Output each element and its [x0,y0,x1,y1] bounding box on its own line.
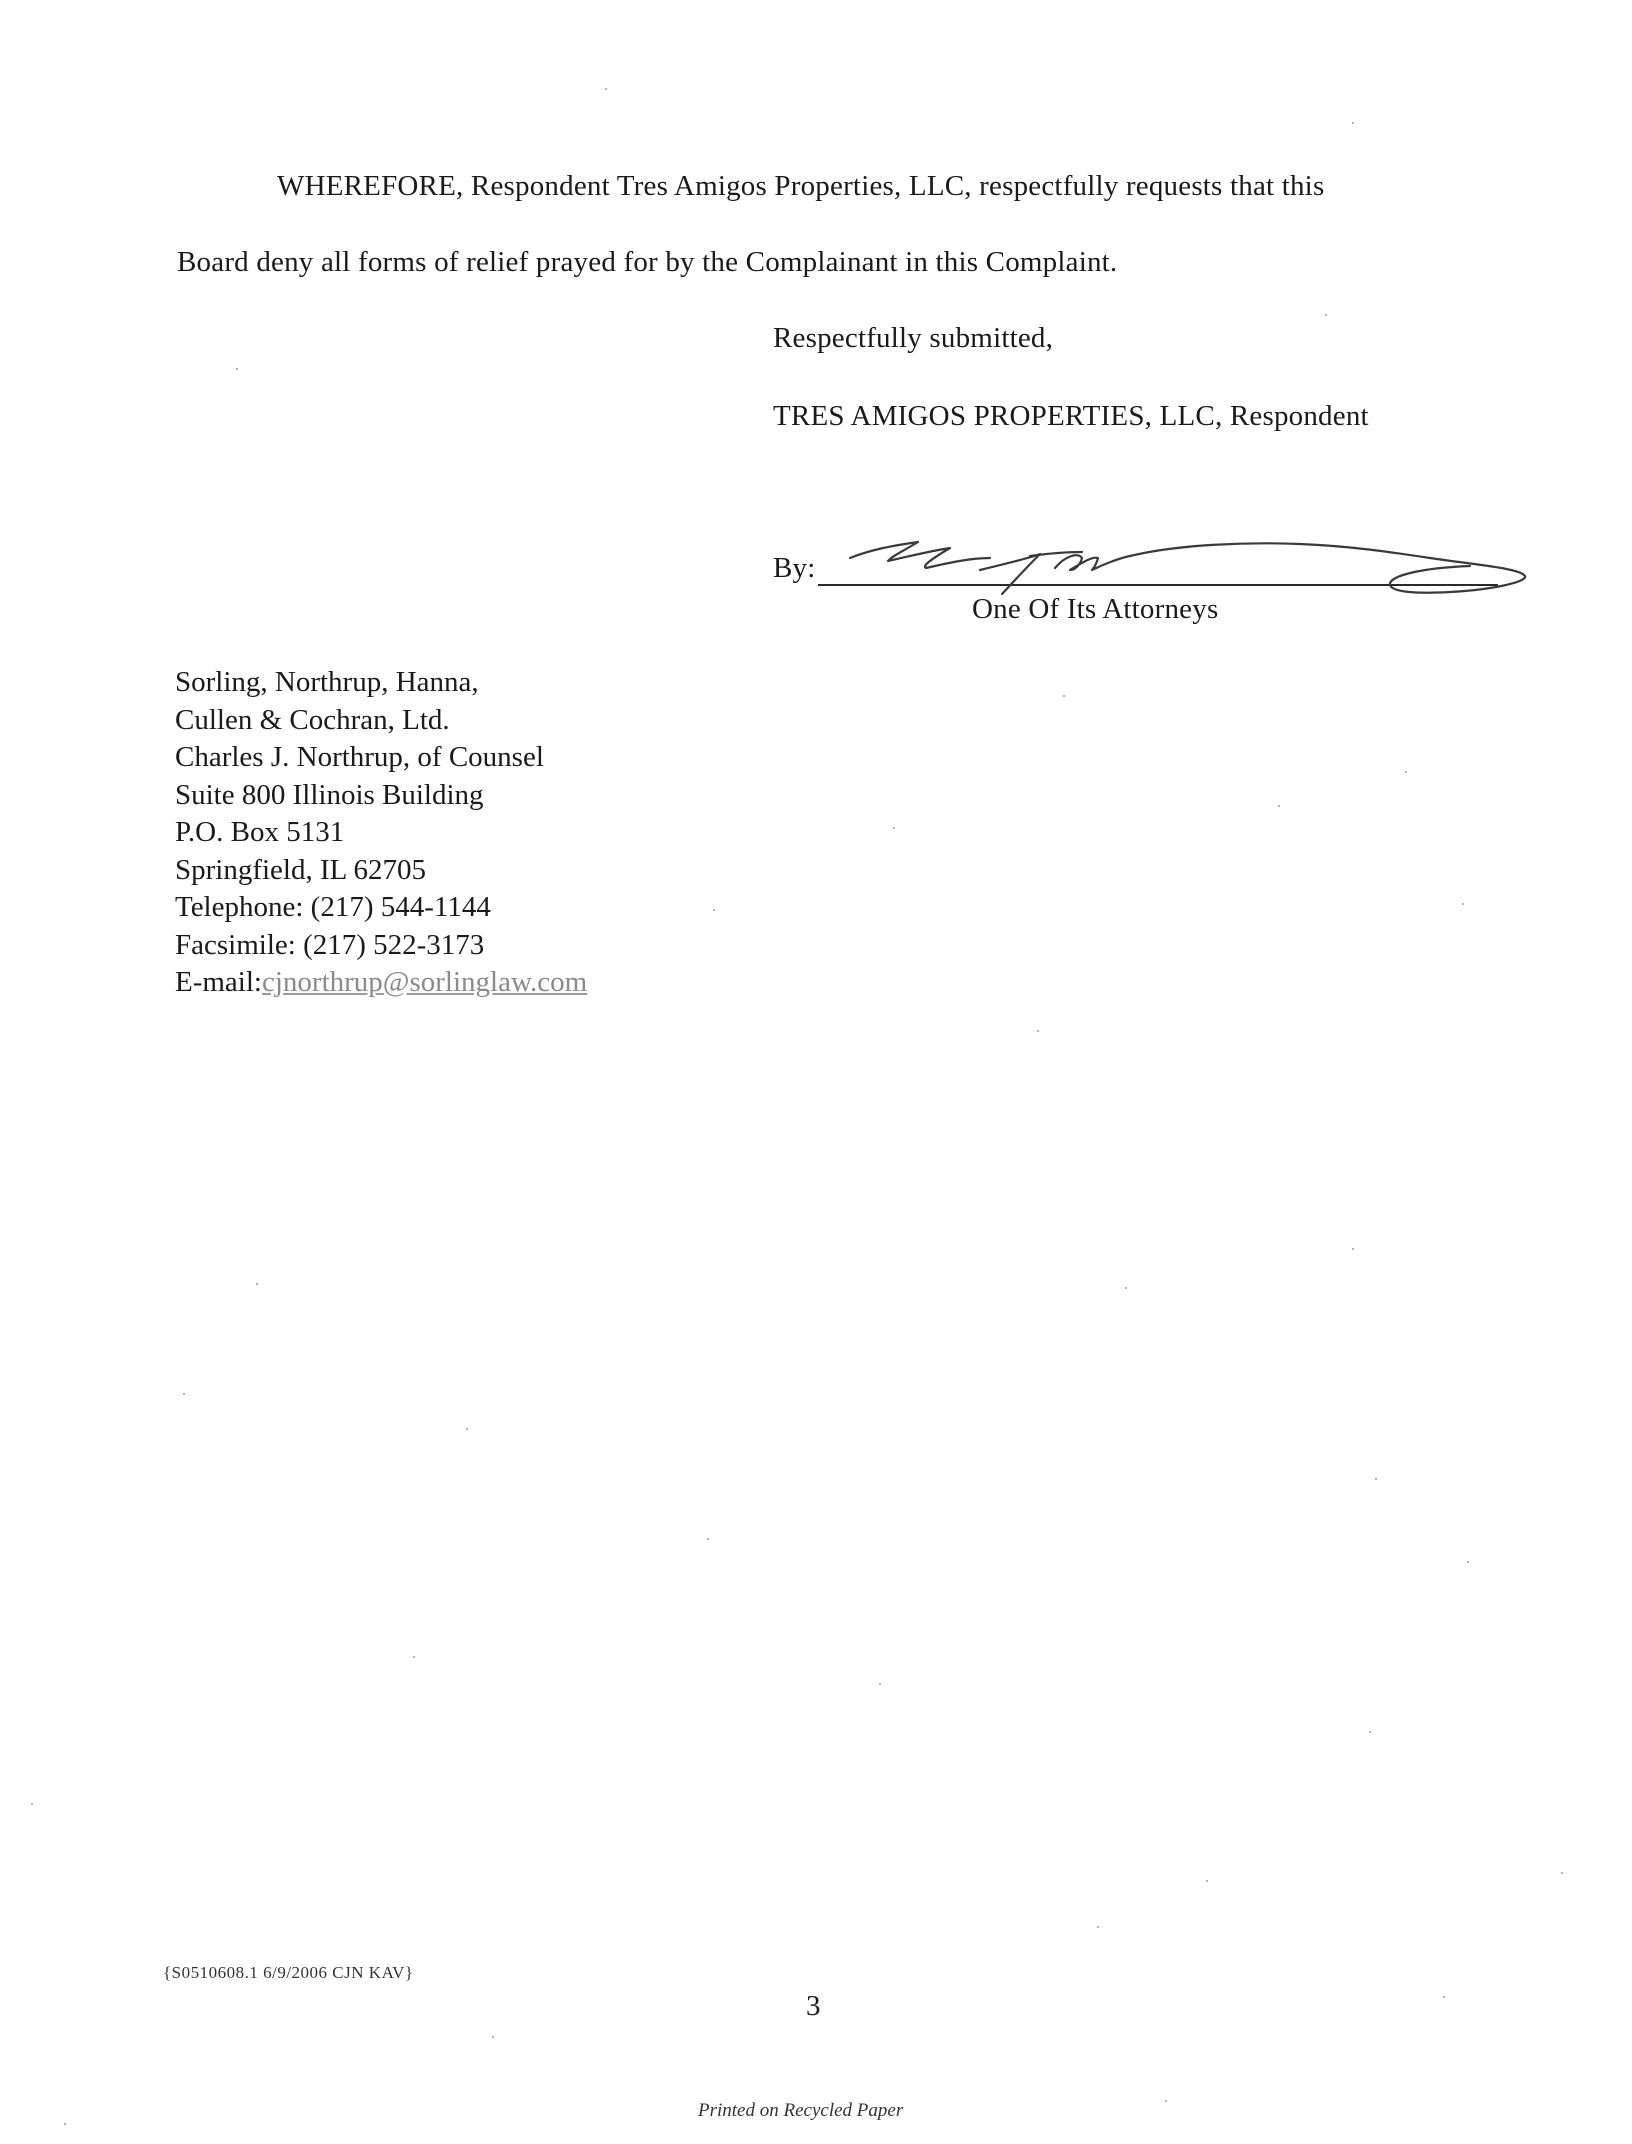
email-line [175,964,587,1002]
page-number: 3 [806,1990,821,2022]
address-line-counsel: Charles J. Northrup, of Counsel [175,741,544,773]
respondent-party-name: TRES AMIGOS PROPERTIES, LLC, Respondent [773,400,1369,432]
email-link[interactable]: cjnorthrup@sorlinglaw.com [261,966,588,998]
attorney-address-block [175,664,587,1002]
address-line-city: Springfield, IL 62705 [175,853,427,886]
wherefore-paragraph-line-1: WHEREFORE, Respondent Tres Amigos Properties, LLC, respectfully requests that this [277,170,1325,202]
address-line-firm-1: Sorling, Northrup, Hanna, [175,666,479,698]
signature-by-label: By: [773,552,816,584]
address-line-suite: Suite 800 Illinois Building [175,778,484,811]
wherefore-paragraph-line-2: Board deny all forms of relief prayed for by the Complainant in this Complaint. [177,246,1118,278]
closing-salutation: Respectfully submitted, [773,322,1054,354]
facsimile-line: Facsimile: (217) 522-3173 [175,928,485,961]
address-line-po-box: P.O. Box 5131 [175,816,345,848]
signer-title: One Of Its Attorneys [972,593,1219,625]
telephone-line: Telephone: (217) 544-1144 [175,891,491,923]
address-line-firm-2: Cullen & Cochran, Ltd. [175,703,450,736]
recycled-paper-footer: Printed on Recycled Paper [698,2100,904,2121]
document-id: {S0510608.1 6/9/2006 CJN KAV} [163,1963,414,1982]
email-label: E-mail: [175,966,262,998]
